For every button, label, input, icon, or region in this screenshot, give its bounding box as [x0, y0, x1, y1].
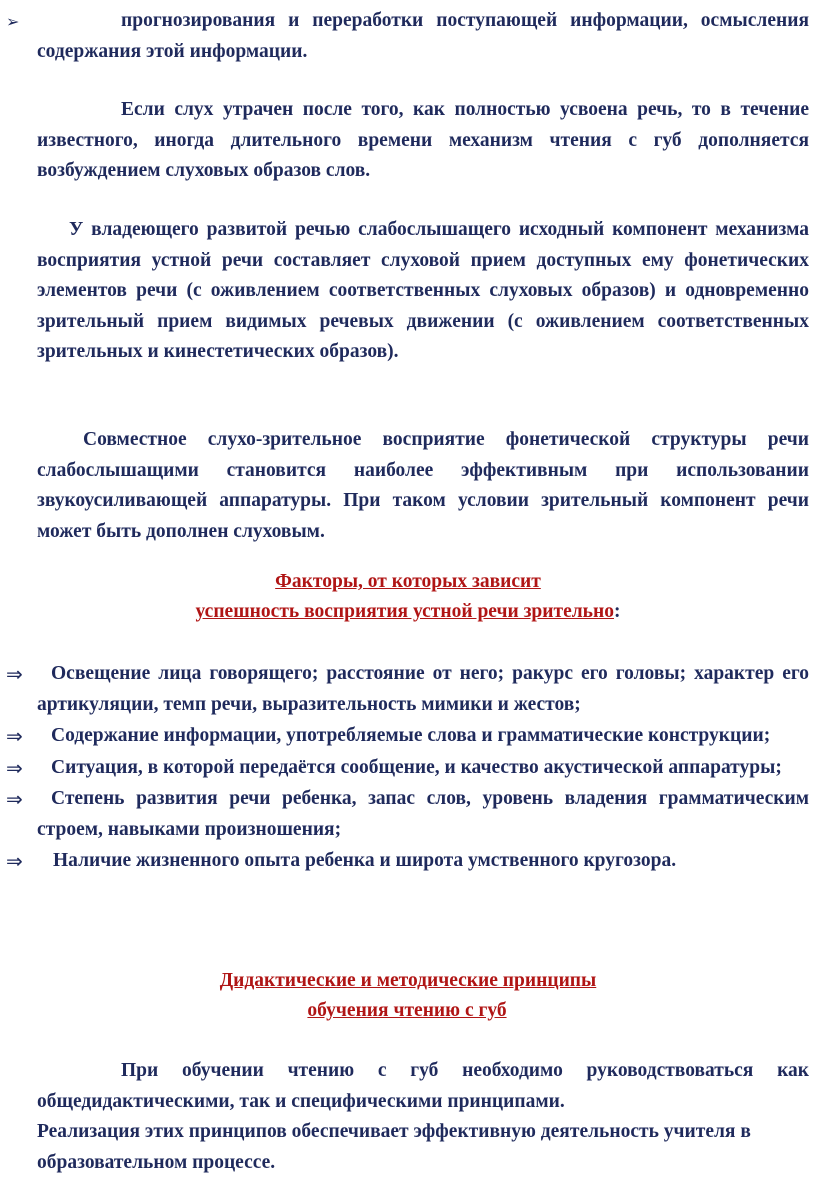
section-heading-factors [0, 567, 816, 627]
paragraph-hearing-loss [37, 95, 809, 187]
heading-colon: : [613, 601, 621, 622]
heading-line: Факторы, от которых зависит [275, 571, 541, 592]
paragraph-text: Реализация этих принципов обеспечивает эффективную деятельность учителя в образовательном процессе. [37, 1121, 751, 1173]
section-heading-principles [0, 966, 816, 1026]
list-item [0, 659, 809, 720]
arrowhead-bullet-icon: ➢ [6, 12, 20, 31]
list-item-text: Содержание информации, употребляемые слова и грамматические конструкции; [51, 725, 771, 746]
list-item-text: Освещение лица говорящего; расстояние от него; ракурс его головы; характер его артикуляции, темп речи, выразительность мимики и жестов; [37, 663, 809, 715]
heading-line: обучения чтению с губ [307, 1000, 507, 1021]
intro-text: прогнозирования и переработки поступающей информации, осмысления содержания этой информации. [37, 10, 809, 62]
heading-line: успешность восприятия устной речи зрительно [195, 601, 614, 622]
paragraph-text: При обучении чтению с губ необходимо руководствоваться как общедидактическими, так и специфическими принципами. [37, 1060, 809, 1112]
paragraph-principles [37, 1056, 809, 1178]
paragraph-audiovisual [37, 425, 809, 547]
right-double-arrow-icon: ⇒ [6, 849, 23, 873]
list-item [0, 784, 809, 845]
paragraph-text: У владеющего развитой речью слабослышащего исходный компонент механизма восприятия устной речи составляет слуховой прием доступных ему фонетических элементов речи (с оживлением соответственных слуховых образов) и одновременно зрительный прием видимых речевых движении (с оживлением соответственных зрительных и кинестетических образов). [37, 219, 809, 362]
right-double-arrow-icon: ⇒ [6, 755, 23, 780]
intro-paragraph [37, 6, 809, 67]
right-double-arrow-icon: ⇒ [6, 662, 23, 686]
list-item [0, 753, 809, 784]
heading-line: Дидактические и методические принципы [219, 970, 597, 991]
list-item [0, 721, 809, 752]
list-item-text: Наличие жизненного опыта ребенка и широта умственного кругозора. [53, 850, 677, 871]
list-item-text: Степень развития речи ребенка, запас слов, уровень владения грамматическим строем, навыками произношения; [37, 788, 809, 840]
right-double-arrow-icon: ⇒ [6, 724, 23, 748]
list-item [0, 846, 809, 877]
paragraph-text: Если слух утрачен после того, как полностью усвоена речь, то в течение известного, иногда длительного времени механизм чтения с губ дополняется возбуждением слуховых образов слов. [37, 99, 809, 181]
paragraph-hard-of-hearing [37, 215, 809, 368]
factors-list [0, 659, 816, 878]
list-item-text: Ситуация, в которой передаётся сообщение, и качество акустической аппаратуры; [51, 756, 782, 778]
paragraph-text: Совместное слухо-зрительное восприятие фонетической структуры речи слабослышащими становится наиболее эффективным при использовании звукоусиливающей аппаратуры. При таком условии зрительный компонент речи может быть дополнен слуховым. [37, 429, 809, 542]
right-double-arrow-icon: ⇒ [6, 787, 23, 811]
